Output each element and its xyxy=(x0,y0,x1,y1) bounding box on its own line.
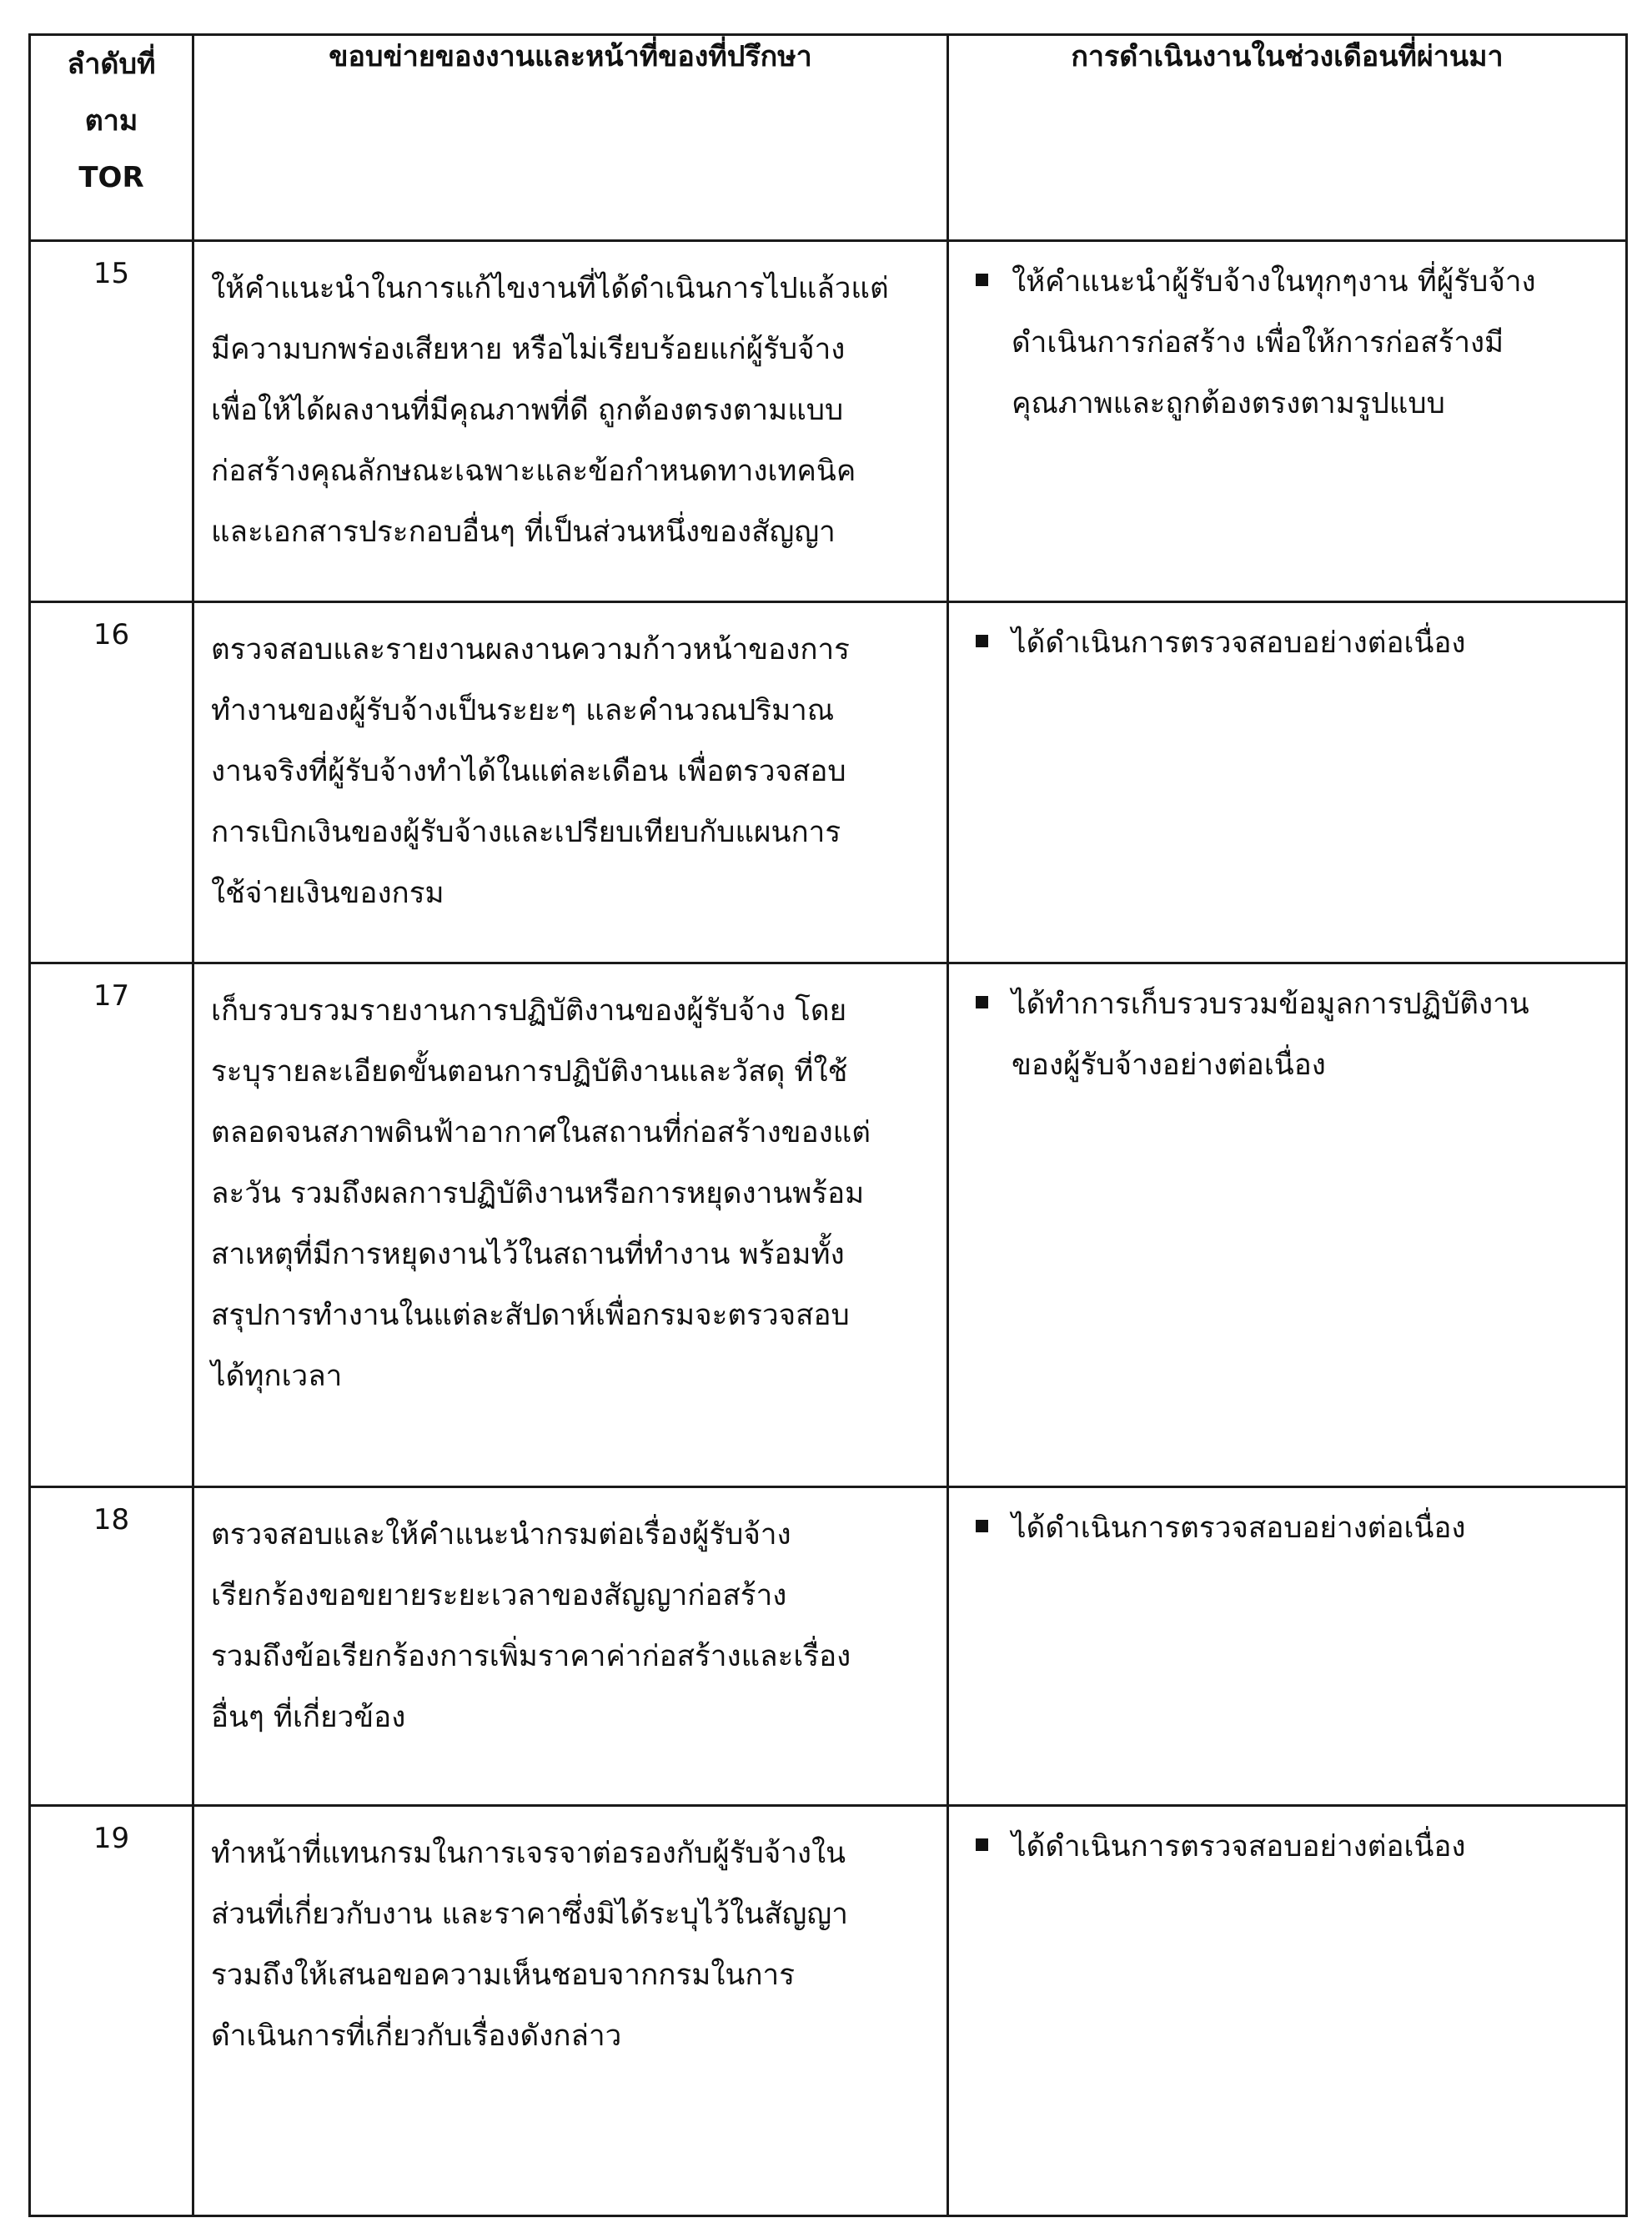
table-row xyxy=(30,241,1627,602)
row-progress xyxy=(948,241,1627,602)
scope-line: ก่อสร้างคุณลักษณะเฉพาะและข้อกำหนดทางเทคนิค xyxy=(211,455,856,488)
table-row xyxy=(30,602,1627,963)
progress-bullet-item xyxy=(966,613,1617,674)
progress-bullet-item xyxy=(966,1498,1617,1559)
progress-line: ได้ดำเนินการตรวจสอบอย่างต่อเนื่อง xyxy=(1012,1511,1466,1545)
progress-bullet-item xyxy=(966,1817,1617,1878)
square-bullet-icon xyxy=(976,274,988,286)
header-tor-number-line: ลำดับที่ xyxy=(67,48,156,81)
row-progress xyxy=(948,602,1627,963)
scope-line: รวมถึงข้อเรียกร้องการเพิ่มราคาค่าก่อสร้างและเรื่อง xyxy=(211,1640,851,1673)
scope-line: อื่นๆ ที่เกี่ยวข้อง xyxy=(211,1701,406,1734)
scope-line: ได้ทุกเวลา xyxy=(211,1360,343,1393)
square-bullet-icon xyxy=(976,635,988,647)
progress-line: ได้ดำเนินการตรวจสอบอย่างต่อเนื่อง xyxy=(1012,1830,1466,1863)
header-tor-number-line: ตาม xyxy=(84,104,138,138)
scope-line: เพื่อให้ได้ผลงานที่มีคุณภาพที่ดี ถูกต้องตรงตามแบบ xyxy=(211,394,844,427)
row-tor-number: 15 xyxy=(30,241,193,602)
progress-line: ได้ดำเนินการตรวจสอบอย่างต่อเนื่อง xyxy=(1012,626,1466,660)
scope-line: ส่วนที่เกี่ยวกับงาน และราคาซึ่งมิได้ระบุไว้ในสัญญา xyxy=(211,1898,848,1931)
row-scope xyxy=(193,963,948,1487)
square-bullet-icon xyxy=(976,996,988,1008)
progress-bullet-item xyxy=(966,974,1617,1096)
table-header-row xyxy=(30,35,1627,241)
row-tor-number: 18 xyxy=(30,1487,193,1806)
scope-line: การเบิกเงินของผู้รับจ้างและเปรียบเทียบกับแผนการ xyxy=(211,816,841,849)
scope-line: ใช้จ่ายเงินของกรม xyxy=(211,877,444,910)
scope-line: ตรวจสอบและรายงานผลงานความก้าวหน้าของการ xyxy=(211,633,850,666)
scope-line: ทำหน้าที่แทนกรมในการเจรจาต่อรองกับผู้รับจ้างใน xyxy=(211,1837,846,1870)
progress-line: ดำเนินการก่อสร้าง เพื่อให้การก่อสร้างมี xyxy=(1012,326,1504,360)
table-row xyxy=(30,1487,1627,1806)
scope-line: ตรวจสอบและให้คำแนะนำกรมต่อเรื่องผู้รับจ้าง xyxy=(211,1518,791,1552)
row-progress xyxy=(948,963,1627,1487)
scope-line: และเอกสารประกอบอื่นๆ ที่เป็นส่วนหนึ่งของสัญญา xyxy=(211,516,836,549)
scope-line: สรุปการทำงานในแต่ละสัปดาห์เพื่อกรมจะตรวจสอบ xyxy=(211,1299,850,1332)
row-scope xyxy=(193,1806,948,2216)
scope-line: ดำเนินการที่เกี่ยวกับเรื่องดังกล่าว xyxy=(211,2019,622,2053)
scope-line: มีความบกพร่องเสียหาย หรือไม่เรียบร้อยแก่ผู้รับจ้าง xyxy=(211,333,846,366)
header-tor-number xyxy=(30,35,193,241)
row-tor-number: 19 xyxy=(30,1806,193,2216)
tor-progress-table xyxy=(28,33,1628,2217)
progress-line: ให้คำแนะนำผู้รับจ้างในทุกๆงาน ที่ผู้รับจ้าง xyxy=(1012,265,1536,299)
row-scope xyxy=(193,241,948,602)
scope-line: งานจริงที่ผู้รับจ้างทำได้ในแต่ละเดือน เพื่อตรวจสอบ xyxy=(211,755,846,788)
scope-line: สาเหตุที่มีการหยุดงานไว้ในสถานที่ทำงาน พร้อมทั้ง xyxy=(211,1238,845,1271)
progress-bullet-item xyxy=(966,252,1617,435)
scope-line: เรียกร้องขอขยายระยะเวลาของสัญญาก่อสร้าง xyxy=(211,1579,787,1612)
row-scope xyxy=(193,1487,948,1806)
square-bullet-icon xyxy=(976,1838,988,1851)
row-progress xyxy=(948,1487,1627,1806)
scope-line: ละวัน รวมถึงผลการปฏิบัติงานหรือการหยุดงานพร้อม xyxy=(211,1177,865,1210)
header-progress: การดำเนินงานในช่วงเดือนที่ผ่านมา xyxy=(948,35,1627,241)
progress-line: ของผู้รับจ้างอย่างต่อเนื่อง xyxy=(1012,1049,1326,1082)
row-tor-number: 16 xyxy=(30,602,193,963)
scope-line: ระบุรายละเอียดขั้นตอนการปฏิบัติงานและวัสดุ ที่ใช้ xyxy=(211,1055,848,1089)
progress-line: ได้ทำการเก็บรวบรวมข้อมูลการปฏิบัติงาน xyxy=(1012,988,1529,1021)
scope-line: ทำงานของผู้รับจ้างเป็นระยะๆ และคำนวณปริมาณ xyxy=(211,694,835,727)
row-tor-number: 17 xyxy=(30,963,193,1487)
row-scope xyxy=(193,602,948,963)
header-tor-number-line: TOR xyxy=(78,161,144,194)
progress-line: คุณภาพและถูกต้องตรงตามรูปแบบ xyxy=(1012,387,1445,420)
header-scope: ขอบข่ายของงานและหน้าที่ของที่ปรึกษา xyxy=(193,35,948,241)
scope-line: ตลอดจนสภาพดินฟ้าอากาศในสถานที่ก่อสร้างของแต่ xyxy=(211,1116,871,1149)
table-row xyxy=(30,963,1627,1487)
table-row xyxy=(30,1806,1627,2216)
scope-line: รวมถึงให้เสนอขอความเห็นชอบจากกรมในการ xyxy=(211,1959,795,1992)
square-bullet-icon xyxy=(976,1520,988,1532)
row-progress xyxy=(948,1806,1627,2216)
scope-line: ให้คำแนะนำในการแก้ไขงานที่ได้ดำเนินการไปแล้วแต่ xyxy=(211,272,889,305)
scope-line: เก็บรวบรวมรายงานการปฏิบัติงานของผู้รับจ้าง โดย xyxy=(211,994,847,1028)
